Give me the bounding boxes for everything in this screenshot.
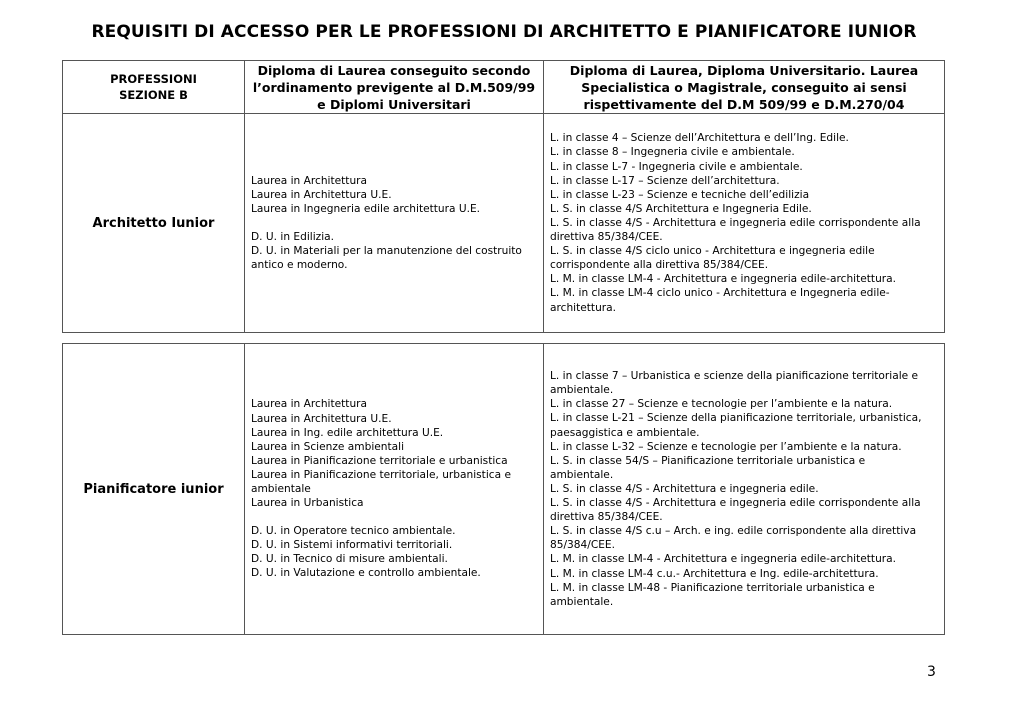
table-row-architetto: [63, 114, 945, 333]
list-item: ambientale.: [550, 384, 614, 397]
list-item: Laurea in Pianificazione territoriale, urbanistica e: [251, 468, 511, 481]
list-item: Laurea in Architettura U.E.: [251, 412, 392, 425]
header-professioni-line1: PROFESSIONI: [110, 72, 197, 86]
list-item: L. S. in classe 4/S - Architettura e ingegneria edile corrispondente alla: [550, 497, 921, 510]
list-item: D. U. in Tecnico di misure ambientali.: [251, 553, 448, 566]
previgente-list-pianificatore: [245, 344, 544, 635]
list-item: L. M. in classe LM-4 c.u.- Architettura e Ing. edile-architettura.: [550, 567, 879, 580]
nuovo-list-architetto: [544, 114, 945, 333]
list-item: D. U. in Valutazione e controllo ambientale.: [251, 567, 481, 580]
previgente-list-architetto: [245, 114, 544, 333]
list-item: L. S. in classe 4/S Architettura e Ingegneria Edile.: [550, 202, 812, 215]
list-item: L. in classe L-23 – Scienze e tecniche dell’edilizia: [550, 188, 810, 201]
requirements-table-pianificatore: [62, 343, 945, 635]
list-item: L. S. in classe 4/S - Architettura e ingegneria edile.: [550, 482, 819, 495]
list-item: L. S. in classe 4/S - Architettura e ingegneria edile corrispondente alla: [550, 216, 921, 229]
list-item: L. in classe L-21 – Scienze della pianificazione territoriale, urbanistica,: [550, 412, 922, 425]
header-nuovo-line1: Diploma di Laurea, Diploma Universitario. Laurea: [569, 62, 919, 78]
list-item: Laurea in Scienze ambientali: [251, 440, 405, 453]
list-item: Laurea in Ing. edile architettura U.E.: [251, 426, 444, 439]
list-item: D. U. in Operatore tecnico ambientale.: [251, 525, 456, 538]
profession-pianificatore: Pianificatore iunior: [63, 344, 245, 635]
list-item: L. S. in classe 4/S ciclo unico - Architettura e ingegneria edile: [550, 245, 875, 258]
list-item: D. U. in Materiali per la manutenzione del costruito: [251, 245, 522, 258]
header-previgente-line1: Diploma di Laurea conseguito secondo: [257, 62, 531, 78]
list-item: paesaggistica e ambientale.: [550, 426, 700, 439]
list-item: ambientale.: [550, 595, 614, 608]
list-item: 85/384/CEE.: [550, 539, 615, 552]
list-item: Laurea in Architettura: [251, 398, 368, 411]
header-previgente-line2: l’ordinamento previgente al D.M.509/99: [252, 79, 536, 95]
nuovo-list-pianificatore: [544, 344, 945, 635]
requirements-table-architetto: [62, 60, 945, 333]
profession-architetto: Architetto Iunior: [63, 114, 245, 333]
list-item: L. in classe 8 – Ingegneria civile e ambientale.: [550, 146, 795, 159]
header-previgente: [245, 61, 544, 114]
header-nuovo-line2: Specialistica o Magistrale, conseguito ai sensi: [581, 79, 907, 95]
list-item: L. M. in classe LM-4 - Architettura e ingegneria edile-architettura.: [550, 553, 897, 566]
list-spacer: [251, 216, 537, 230]
page-number: 3: [927, 664, 936, 680]
list-item: ambientale: [251, 483, 311, 495]
list-spacer: [251, 510, 537, 524]
list-item: Laurea in Pianificazione territoriale e urbanistica: [251, 454, 508, 467]
list-item: L. M. in classe LM-4 - Architettura e ingegneria edile-architettura.: [550, 273, 897, 286]
list-item: architettura.: [550, 301, 617, 314]
list-item: direttiva 85/384/CEE.: [550, 231, 663, 244]
list-item: L. in classe L-32 – Scienze e tecnologie per l’ambiente e la natura.: [550, 440, 902, 453]
list-item: L. in classe L-17 – Scienze dell’architettura.: [550, 174, 780, 187]
page-title: REQUISITI DI ACCESSO PER LE PROFESSIONI DI ARCHITETTO E PIANIFICATORE IUNIOR: [91, 22, 917, 42]
list-item: D. U. in Sistemi informativi territoriali.: [251, 539, 453, 552]
list-item: direttiva 85/384/CEE.: [550, 511, 663, 524]
list-item: antico e moderno.: [251, 259, 348, 272]
list-item: L. M. in classe LM-4 ciclo unico - Architettura e Ingegneria edile-: [550, 287, 890, 300]
list-item: L. in classe 27 – Scienze e tecnologie per l’ambiente e la natura.: [550, 398, 893, 411]
table-header-row: [63, 61, 945, 114]
list-item: ambientale.: [550, 468, 614, 481]
table-row-pianificatore: [63, 344, 945, 635]
list-item: L. M. in classe LM-48 - Pianificazione territoriale urbanistica e: [550, 581, 875, 594]
header-professioni: [63, 61, 245, 114]
list-item: Laurea in Architettura U.E.: [251, 188, 392, 201]
header-previgente-line3: e Diplomi Universitari: [317, 96, 471, 112]
list-item: L. in classe 7 – Urbanistica e scienze della pianificazione territoriale e: [550, 370, 919, 383]
header-nuovo-line3: rispettivamente del D.M 509/99 e D.M.270/04: [583, 96, 905, 112]
header-professioni-line2: SEZIONE B: [119, 88, 188, 102]
list-item: L. in classe L-7 - Ingegneria civile e ambientale.: [550, 160, 803, 173]
list-item: D. U. in Edilizia.: [251, 231, 335, 243]
list-item: L. S. in classe 4/S c.u – Arch. e ing. edile corrispondente alla direttiva: [550, 525, 917, 538]
list-item: L. in classe 4 – Scienze dell’Architettura e dell’Ing. Edile.: [550, 132, 849, 145]
list-item: Laurea in Urbanistica: [251, 497, 364, 510]
list-item: Laurea in Ingegneria edile architettura U.E.: [251, 202, 481, 215]
list-item: corrispondente alla direttiva 85/384/CEE.: [550, 259, 769, 272]
list-item: L. S. in classe 54/S – Pianificazione territoriale urbanistica e: [550, 454, 866, 467]
list-item: Laurea in Architettura: [251, 174, 368, 187]
header-nuovo-ordinamento: [544, 61, 945, 114]
